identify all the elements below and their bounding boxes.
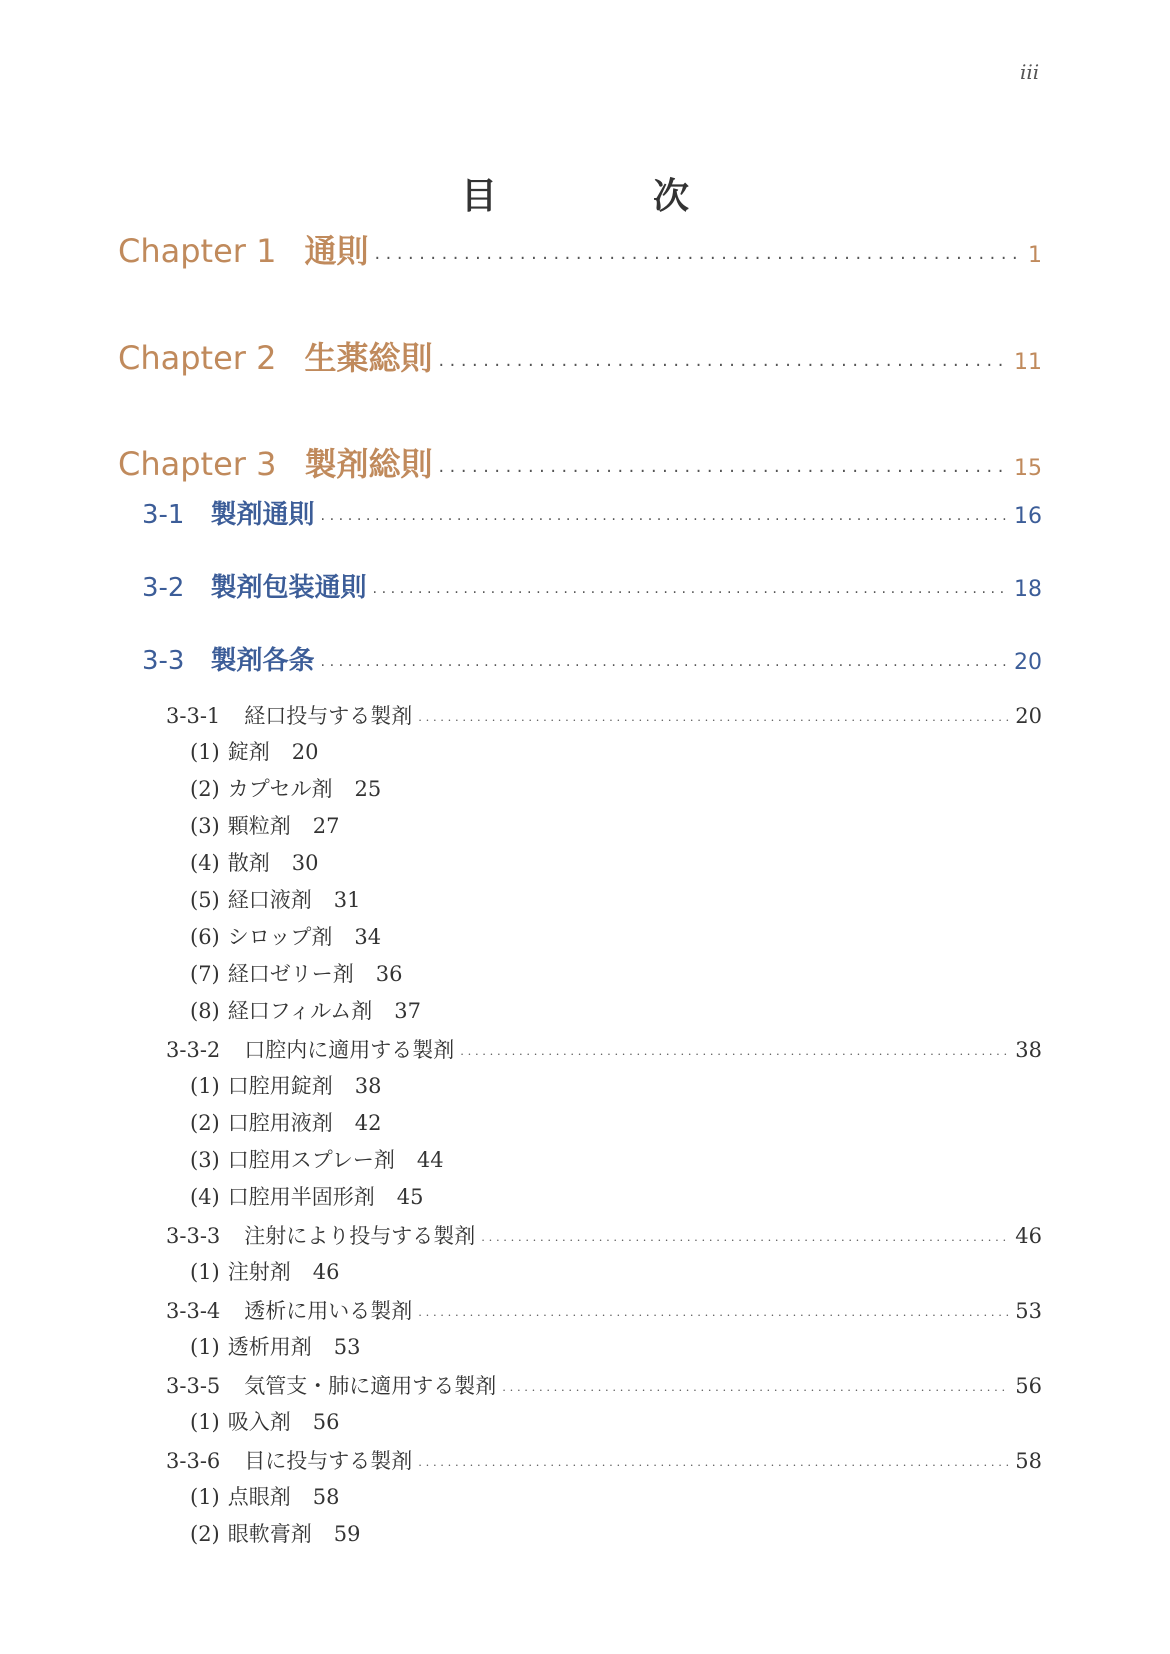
section-number: 3-2 <box>142 573 185 603</box>
subsection-title: 経口投与する製剤 <box>244 704 413 728</box>
toc-chapter-1[interactable] <box>118 226 1042 279</box>
dot-leader <box>418 713 1009 734</box>
subsection-number: 3-3-2 <box>166 1038 221 1062</box>
item-number: (2) <box>190 1522 220 1546</box>
item-page: 37 <box>394 999 421 1023</box>
item-page: 46 <box>312 1260 340 1284</box>
toc-section-3-2[interactable] <box>142 567 1042 610</box>
item-number: (1) <box>190 1074 220 1098</box>
item-number: (3) <box>190 1148 220 1172</box>
item-title: 顆粒剤 <box>227 814 291 838</box>
section-page: 20 <box>1014 650 1042 675</box>
toc-item[interactable] <box>190 884 360 914</box>
toc-item[interactable] <box>190 1070 381 1100</box>
subsection-page: 38 <box>1015 1038 1042 1062</box>
section-page: 18 <box>1014 577 1042 602</box>
item-number: (1) <box>190 1260 220 1284</box>
dot-leader <box>418 1458 1009 1479</box>
toc-item[interactable] <box>190 1181 423 1211</box>
toc-item[interactable] <box>190 736 318 766</box>
chapter-page: 11 <box>1014 350 1042 375</box>
item-title: 吸入剤 <box>227 1410 291 1434</box>
item-title: 口腔用半固形剤 <box>227 1185 375 1209</box>
item-page: 34 <box>354 925 382 949</box>
section-title: 製剤包装通則 <box>210 573 367 603</box>
item-title: シロップ剤 <box>227 925 333 949</box>
section-title: 製剤各条 <box>210 646 315 676</box>
item-page: 27 <box>312 814 340 838</box>
chapter-number: Chapter 1 <box>118 232 277 270</box>
dot-leader <box>320 658 1008 684</box>
item-number: (1) <box>190 1410 220 1434</box>
chapter-title: 通則 <box>304 232 369 270</box>
item-number: (2) <box>190 777 220 801</box>
subsection-number: 3-3-5 <box>166 1374 221 1398</box>
item-title: 口腔用スプレー剤 <box>227 1148 395 1172</box>
toc-item[interactable] <box>190 810 339 840</box>
chapter-title: 生薬総則 <box>304 339 433 377</box>
subsection-page: 46 <box>1015 1224 1042 1248</box>
toc-section-3-3[interactable] <box>142 640 1042 683</box>
toc-subsection-3-3-6[interactable] <box>166 1445 1042 1478</box>
subsection-page: 20 <box>1015 704 1042 728</box>
chapter-number: Chapter 2 <box>118 339 277 377</box>
dot-leader <box>438 356 1008 388</box>
section-title: 製剤通則 <box>210 500 315 530</box>
section-number: 3-1 <box>142 500 185 530</box>
toc-item[interactable] <box>190 958 402 988</box>
dot-leader <box>320 512 1008 538</box>
dot-leader <box>438 462 1008 494</box>
chapter-page: 15 <box>1014 456 1042 481</box>
dot-leader <box>502 1383 1009 1404</box>
subsection-number: 3-3-4 <box>166 1299 221 1323</box>
toc-subsection-3-3-4[interactable] <box>166 1295 1042 1328</box>
item-number: (3) <box>190 814 220 838</box>
subsection-title: 透析に用いる製剤 <box>244 1299 413 1323</box>
subsection-title: 気管支・肺に適用する製剤 <box>244 1374 497 1398</box>
toc-item[interactable] <box>190 1331 360 1361</box>
item-number: (7) <box>190 962 220 986</box>
toc-item[interactable] <box>190 1406 339 1436</box>
item-title: 散剤 <box>227 851 270 875</box>
item-page: 30 <box>291 851 319 875</box>
subsection-page: 58 <box>1015 1449 1042 1473</box>
dot-leader <box>372 585 1008 611</box>
chapter-page: 1 <box>1028 243 1042 268</box>
section-page: 16 <box>1014 504 1042 529</box>
item-number: (1) <box>190 1335 220 1359</box>
item-title: 錠剤 <box>227 740 270 764</box>
toc-item[interactable] <box>190 1481 339 1511</box>
toc-item[interactable] <box>190 1107 381 1137</box>
toc-item[interactable] <box>190 1518 360 1548</box>
toc-section-3-1[interactable] <box>142 494 1042 537</box>
item-number: (4) <box>190 851 220 875</box>
toc-item[interactable] <box>190 847 318 877</box>
toc-subsection-3-3-2[interactable] <box>166 1034 1042 1067</box>
item-number: (8) <box>190 999 220 1023</box>
subsection-page: 56 <box>1015 1374 1042 1398</box>
toc-item[interactable] <box>190 773 381 803</box>
toc-item[interactable] <box>190 921 381 951</box>
toc-subsection-3-3-1[interactable] <box>166 700 1042 733</box>
subsection-number: 3-3-1 <box>166 704 221 728</box>
item-number: (4) <box>190 1185 220 1209</box>
toc-chapter-3[interactable] <box>118 439 1042 492</box>
dot-leader <box>481 1233 1009 1254</box>
item-page: 36 <box>375 962 403 986</box>
item-page: 59 <box>333 1522 361 1546</box>
subsection-title: 口腔内に適用する製剤 <box>244 1038 455 1062</box>
subsection-title: 注射により投与する製剤 <box>244 1224 476 1248</box>
dot-leader <box>374 249 1022 281</box>
item-title: 眼軟膏剤 <box>227 1522 312 1546</box>
toc-chapter-2[interactable] <box>118 333 1042 386</box>
item-title: 注射剤 <box>227 1260 291 1284</box>
item-title: 口腔用液剤 <box>227 1111 333 1135</box>
item-title: 経口フィルム剤 <box>227 999 373 1023</box>
item-title: 経口液剤 <box>227 888 312 912</box>
chapter-title: 製剤総則 <box>304 445 433 483</box>
item-title: 点眼剤 <box>227 1485 291 1509</box>
chapter-number: Chapter 3 <box>118 445 277 483</box>
item-title: 経口ゼリー剤 <box>227 962 354 986</box>
dot-leader <box>418 1308 1009 1329</box>
item-page: 56 <box>312 1410 340 1434</box>
toc-item[interactable] <box>190 1256 339 1286</box>
item-page: 42 <box>354 1111 382 1135</box>
toc-subsection-3-3-5[interactable] <box>166 1370 1042 1403</box>
item-title: 口腔用錠剤 <box>227 1074 333 1098</box>
dot-leader <box>460 1047 1009 1068</box>
page-number: iii <box>1020 60 1040 84</box>
item-number: (6) <box>190 925 220 949</box>
item-page: 45 <box>396 1185 424 1209</box>
subsection-number: 3-3-6 <box>166 1449 221 1473</box>
item-title: カプセル剤 <box>227 777 333 801</box>
toc-title: 目 次 <box>460 176 749 217</box>
item-number: (1) <box>190 1485 220 1509</box>
item-page: 58 <box>312 1485 340 1509</box>
item-page: 20 <box>291 740 319 764</box>
item-page: 44 <box>416 1148 444 1172</box>
toc-subsection-3-3-3[interactable] <box>166 1220 1042 1253</box>
toc-item[interactable] <box>190 995 421 1025</box>
item-page: 38 <box>354 1074 382 1098</box>
toc-item[interactable] <box>190 1144 444 1174</box>
subsection-title: 目に投与する製剤 <box>244 1449 413 1473</box>
item-number: (1) <box>190 740 220 764</box>
item-page: 25 <box>354 777 382 801</box>
subsection-page: 53 <box>1015 1299 1042 1323</box>
section-number: 3-3 <box>142 646 185 676</box>
item-number: (5) <box>190 888 220 912</box>
item-page: 53 <box>333 1335 361 1359</box>
item-title: 透析用剤 <box>227 1335 312 1359</box>
item-page: 31 <box>333 888 361 912</box>
item-number: (2) <box>190 1111 220 1135</box>
subsection-number: 3-3-3 <box>166 1224 221 1248</box>
